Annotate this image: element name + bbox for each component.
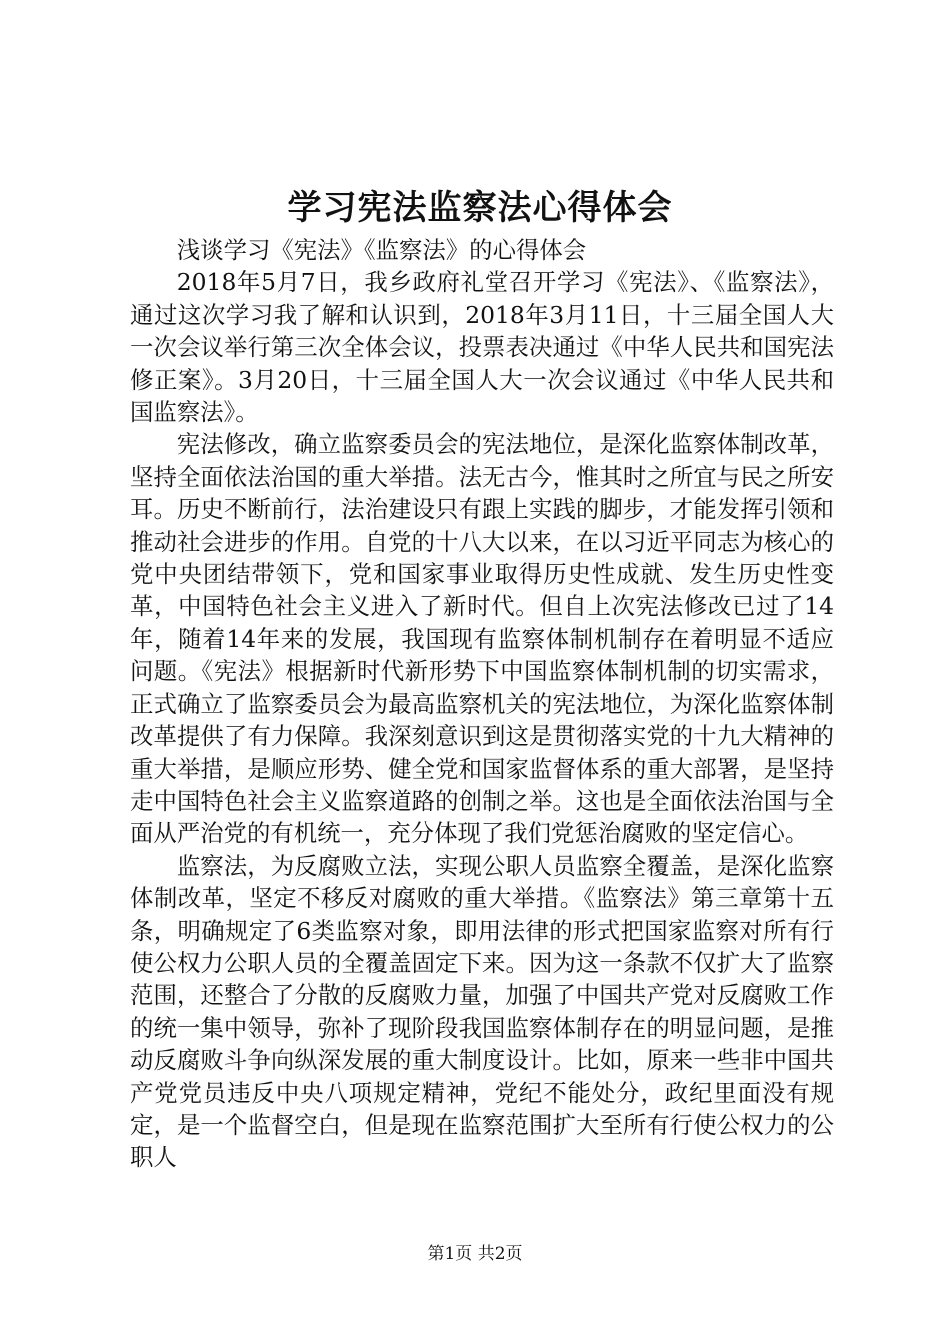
paragraph-2: 宪法修改，确立监察委员会的宪法地位，是深化监察体制改革，坚持全面依法治国的重大举措。法无古今，惟其时之所宜与民之所安耳。历史不断前行，法治建设只有跟上实践的脚步，才能发挥引领和推动社会进步的作用。自党的十八大以来，在以习近平同志为核心的党中央团结带领下，党和国家事业取得历史性成就、发生历史性变革，中国特色社会主义进入了新时代。但自上次宪法修改已过了14年，随着14年来的发展，我国现有监察体制机制存在着明显不适应问题。《宪法》根据新时代新形势下中国监察体制机制的切实需求，正式确立了监察委员会为最高监察机关的宪法地位，为深化监察体制改革提供了有力保障。我深刻意识到这是贯彻落实党的十九大精神的重大举措，是顺应形势、健全党和国家监督体系的重大部署，是坚持走中国特色社会主义监察道路的创制之举。这也是全面依法治国与全面从严治党的有机统一，充分体现了我们党惩治腐败的坚定信心。 — [130, 430, 834, 848]
paragraph-1: 2018年5月7日，我乡政府礼堂召开学习《宪法》、《监察法》，通过这次学习我了解和认识到，2018年3月11日，十三届全国人大一次会议举行第三次全体会议，投票表决通过《中华人民共和国宪法修正案》。3月20日，十三届全国人大一次会议通过《中华人民共和国监察法》。 — [130, 268, 834, 427]
document-body — [130, 234, 834, 1174]
document-title: 学习宪法监察法心得体会 — [287, 188, 673, 228]
page-footer: 第1页 共2页 — [427, 1244, 523, 1264]
paragraph-subtitle: 浅谈学习《宪法》《监察法》的心得体会 — [176, 236, 587, 264]
paragraph-3: 监察法，为反腐败立法，实现公职人员监察全覆盖，是深化监察体制改革，坚定不移反对腐败的重大举措。《监察法》第三章第十五条，明确规定了6类监察对象，即用法律的形式把国家监察对所有行使公权力公职人员的全覆盖固定下来。因为这一条款不仅扩大了监察范围，还整合了分散的反腐败力量，加强了中国共产党对反腐败工作的统一集中领导，弥补了现阶段我国监察体制存在的明显问题，是推动反腐败斗争向纵深发展的重大制度设计。比如，原来一些非中国共产党党员违反中央八项规定精神，党纪不能处分，政纪里面没有规定，是一个监督空白，但是现在监察范围扩大至所有行使公权力的公职人 — [130, 851, 834, 1172]
